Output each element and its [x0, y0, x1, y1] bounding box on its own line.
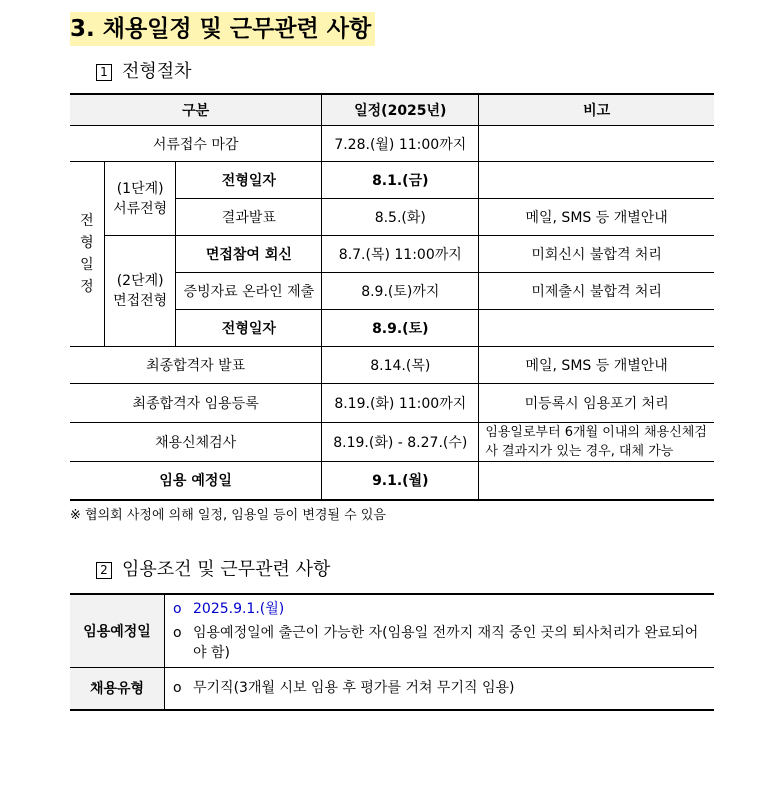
- list-item: o 무기직(3개월 시보 임용 후 평가를 거쳐 무기직 임용): [173, 680, 515, 697]
- table-row: [70, 347, 714, 384]
- row-date: 8.7.(목) 11:00까지: [322, 236, 479, 273]
- row-date: 8.19.(화) 11:00까지: [322, 384, 479, 423]
- row-date: 8.14.(목): [322, 347, 479, 384]
- row-label: 임용예정일: [70, 594, 165, 668]
- row-date: 8.19.(화) - 8.27.(수): [322, 423, 479, 462]
- row-label: 전형일자: [176, 310, 322, 347]
- row-date: 8.5.(화): [322, 199, 479, 236]
- group-label: 전 형 일 정: [70, 162, 104, 347]
- row-label: 최종합격자 임용등록: [70, 384, 322, 423]
- bullet-icon: o: [173, 601, 182, 617]
- bullet-icon: o: [173, 625, 182, 641]
- row-note: 미등록시 임용포기 처리: [479, 384, 714, 423]
- header-category: 구분: [70, 94, 322, 126]
- row-label: 결과발표: [176, 199, 322, 236]
- row-label: 서류접수 마감: [70, 126, 322, 162]
- row-note: [479, 126, 714, 162]
- bullet-icon: o: [173, 680, 182, 697]
- stage2-label: (2단계) 면접전형: [104, 236, 176, 347]
- row-label: 면접참여 회신: [176, 236, 322, 273]
- list-item: o 임용예정일에 출근이 가능한 자(임용일 전까지 재직 중인 곳의 퇴사처리가 완료되어야 함): [173, 625, 699, 661]
- table-row: [70, 236, 714, 273]
- row-label: 임용 예정일: [70, 462, 322, 500]
- row-label: 최종합격자 발표: [70, 347, 322, 384]
- row-content: [165, 668, 715, 710]
- table-row: [70, 126, 714, 162]
- subsection-conditions-heading: [96, 558, 330, 582]
- row-note: 임용일로부터 6개월 이내의 채용신체검사 결과지가 있는 경우, 대체 가능: [479, 423, 714, 462]
- subsection-schedule-heading: [96, 60, 192, 84]
- table-row: [70, 423, 714, 462]
- row-label: 증빙자료 온라인 제출: [176, 273, 322, 310]
- number-box: 2: [96, 562, 112, 579]
- header-schedule: 일정(2025년): [322, 94, 479, 126]
- schedule-table: [70, 93, 714, 501]
- row-note: 메일, SMS 등 개별안내: [479, 199, 714, 236]
- row-note: [479, 162, 714, 199]
- row-date: 9.1.(월): [322, 462, 479, 500]
- row-date: 8.9.(토)까지: [322, 273, 479, 310]
- list-item: o 2025.9.1.(월): [173, 601, 285, 617]
- table-header-row: [70, 94, 714, 126]
- subsection-title: 임용조건 및 근무관련 사항: [122, 559, 331, 580]
- row-note: [479, 310, 714, 347]
- row-note: 미제출시 불합격 처리: [479, 273, 714, 310]
- row-label: 전형일자: [176, 162, 322, 199]
- section-title: 3. 채용일정 및 근무관련 사항: [70, 12, 375, 46]
- row-note: [479, 462, 714, 500]
- conditions-table: [70, 593, 714, 711]
- number-box: 1: [96, 64, 112, 81]
- subsection-title: 전형절차: [122, 61, 192, 82]
- row-date: 7.28.(월) 11:00까지: [322, 126, 479, 162]
- table-row: [70, 384, 714, 423]
- row-label: 채용유형: [70, 668, 165, 710]
- footnote: ※ 협의회 사정에 의해 일정, 임용일 등이 변경될 수 있음: [70, 508, 386, 523]
- table-row: [70, 162, 714, 199]
- row-date: 8.1.(금): [322, 162, 479, 199]
- stage1-label: (1단계) 서류전형: [104, 162, 176, 236]
- row-note: 미회신시 불합격 처리: [479, 236, 714, 273]
- header-note: 비고: [479, 94, 714, 126]
- table-row: [70, 594, 714, 668]
- row-label: 채용신체검사: [70, 423, 322, 462]
- table-row: [70, 462, 714, 500]
- row-content: [165, 594, 715, 668]
- row-note: 메일, SMS 등 개별안내: [479, 347, 714, 384]
- table-row: [70, 668, 714, 710]
- row-date: 8.9.(토): [322, 310, 479, 347]
